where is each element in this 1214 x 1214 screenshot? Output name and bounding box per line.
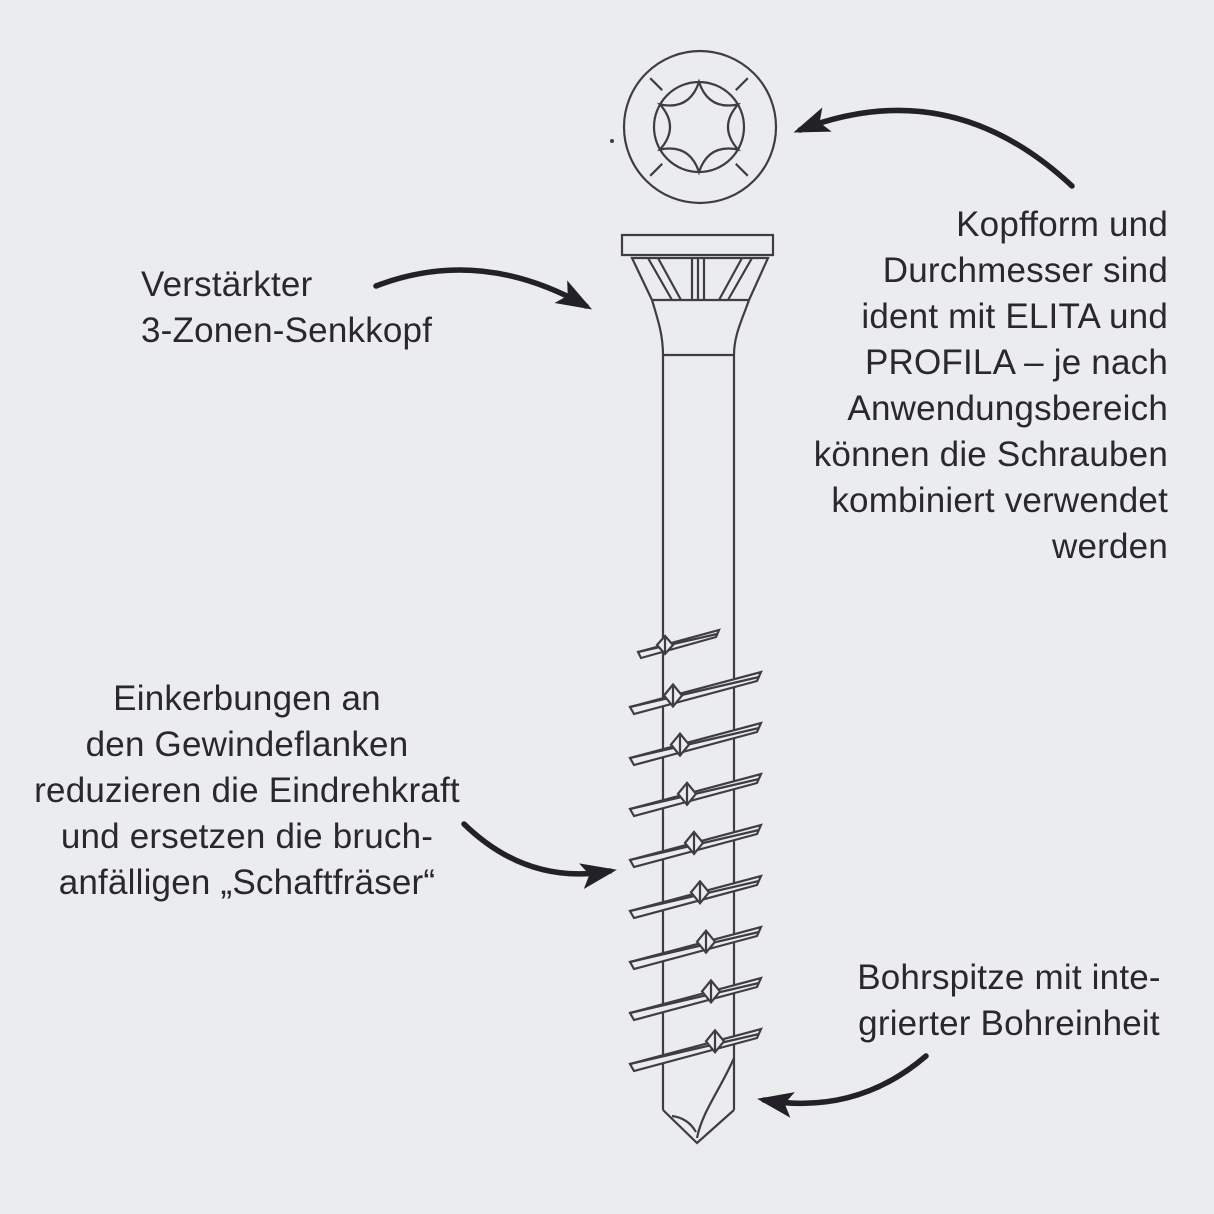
arrow-kopfform-to-drive [800, 110, 1072, 186]
speck-dot [610, 139, 614, 143]
label-line: reduzieren die Eindrehkraft [34, 771, 460, 810]
thread-flights [630, 630, 761, 1071]
label-kopfform [814, 202, 1168, 570]
screw-side-view [622, 235, 773, 1143]
label-line: kombiniert verwendet [831, 481, 1168, 520]
label-line: und ersetzen die bruch- [60, 817, 434, 856]
label-senkkopf [141, 262, 432, 354]
arrow-bohrspitze-to-tip [764, 1056, 926, 1103]
label-line: Verstärkter [141, 265, 313, 304]
label-line: Bohrspitze mit inte- [857, 958, 1161, 997]
label-line: ident mit ELITA und [861, 297, 1168, 336]
label-line: anfälligen „Schaftfräser“ [58, 863, 436, 902]
label-line: Kopfform und [956, 205, 1168, 244]
drill-tip [663, 1058, 734, 1143]
label-einkerbungen [0, 676, 494, 906]
thread-flight [638, 630, 719, 658]
label-line: werden [1052, 527, 1168, 566]
label-line: Einkerbungen an [113, 679, 381, 718]
label-bohrspitze [820, 955, 1198, 1047]
torx-star-icon [660, 82, 738, 172]
torx-tick-marks [650, 78, 748, 176]
label-line: 3-Zonen-Senkkopf [141, 311, 433, 350]
label-line: können die Schrauben [813, 435, 1168, 474]
label-line: grierter Bohreinheit [858, 1004, 1160, 1043]
label-line: PROFILA – je nach [864, 343, 1168, 382]
label-line: Durchmesser sind [882, 251, 1168, 290]
countersunk-head [622, 235, 773, 355]
label-line: den Gewindeflanken [85, 725, 409, 764]
label-line: Anwendungsbereich [847, 389, 1168, 428]
torx-drive-top-view-icon [624, 51, 776, 203]
